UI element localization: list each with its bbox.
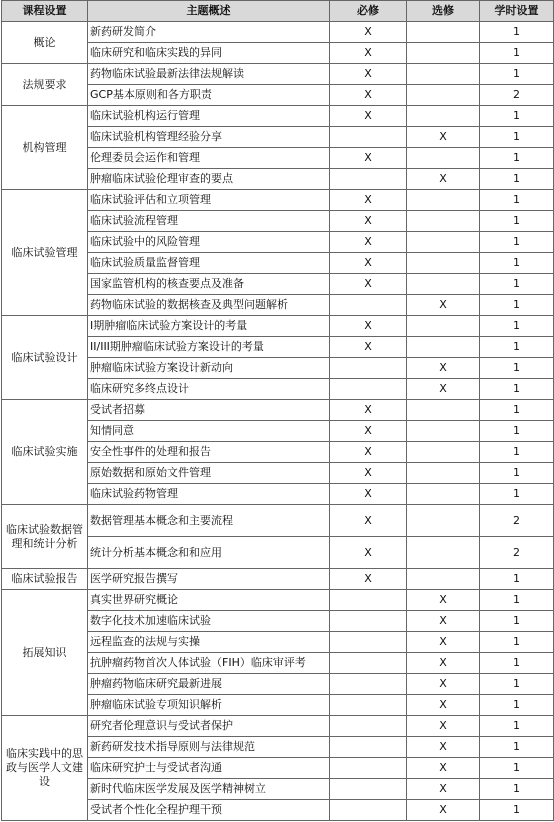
required-cell: X xyxy=(330,569,407,590)
header-hours: 学时设置 xyxy=(480,1,554,22)
hours-cell: 1 xyxy=(480,590,554,611)
elective-cell xyxy=(407,316,480,337)
category-cell: 机构管理 xyxy=(2,106,88,190)
topic-cell: 真实世界研究概论 xyxy=(88,590,330,611)
curriculum-table xyxy=(1,0,554,821)
category-cell: 临床试验实施 xyxy=(2,400,88,505)
header-topic: 主题概述 xyxy=(88,1,330,22)
elective-cell xyxy=(407,569,480,590)
required-cell: X xyxy=(330,421,407,442)
required-cell xyxy=(330,737,407,758)
required-cell xyxy=(330,358,407,379)
table-row xyxy=(2,190,554,211)
hours-cell: 1 xyxy=(480,758,554,779)
required-cell: X xyxy=(330,537,407,569)
hours-cell: 1 xyxy=(480,569,554,590)
elective-cell xyxy=(407,537,480,569)
table-row xyxy=(2,22,554,43)
elective-cell: X xyxy=(407,295,480,316)
hours-cell: 1 xyxy=(480,674,554,695)
required-cell: X xyxy=(330,232,407,253)
hours-cell: 1 xyxy=(480,64,554,85)
required-cell xyxy=(330,590,407,611)
topic-cell: 数据管理基本概念和主要流程 xyxy=(88,505,330,537)
required-cell xyxy=(330,632,407,653)
table-row xyxy=(2,106,554,127)
hours-cell: 1 xyxy=(480,148,554,169)
hours-cell: 1 xyxy=(480,800,554,821)
elective-cell xyxy=(407,274,480,295)
category-cell: 临床试验数据管理和统计分析 xyxy=(2,505,88,569)
topic-cell: 临床试验流程管理 xyxy=(88,211,330,232)
required-cell: X xyxy=(330,22,407,43)
required-cell: X xyxy=(330,148,407,169)
required-cell: X xyxy=(330,106,407,127)
hours-cell: 1 xyxy=(480,295,554,316)
hours-cell: 1 xyxy=(480,316,554,337)
required-cell xyxy=(330,779,407,800)
category-cell: 法规要求 xyxy=(2,64,88,106)
elective-cell: X xyxy=(407,695,480,716)
hours-cell: 1 xyxy=(480,337,554,358)
elective-cell xyxy=(407,64,480,85)
topic-cell: 新药研发技术指导原则与法律规范 xyxy=(88,737,330,758)
category-cell: 临床试验报告 xyxy=(2,569,88,590)
required-cell: X xyxy=(330,505,407,537)
header-row xyxy=(2,1,554,22)
elective-cell: X xyxy=(407,716,480,737)
elective-cell: X xyxy=(407,737,480,758)
required-cell xyxy=(330,716,407,737)
elective-cell xyxy=(407,190,480,211)
required-cell: X xyxy=(330,442,407,463)
elective-cell xyxy=(407,463,480,484)
table-row xyxy=(2,505,554,537)
elective-cell: X xyxy=(407,779,480,800)
elective-cell: X xyxy=(407,800,480,821)
topic-cell: 抗肿瘤药物首次人体试验（FIH）临床审评考 xyxy=(88,653,330,674)
topic-cell: 肿瘤药物临床研究最新进展 xyxy=(88,674,330,695)
topic-cell: 临床研究和临床实践的异同 xyxy=(88,43,330,64)
required-cell: X xyxy=(330,484,407,505)
elective-cell xyxy=(407,400,480,421)
elective-cell xyxy=(407,232,480,253)
elective-cell xyxy=(407,253,480,274)
table-row xyxy=(2,64,554,85)
topic-cell: 研究者伦理意识与受试者保护 xyxy=(88,716,330,737)
elective-cell: X xyxy=(407,758,480,779)
required-cell: X xyxy=(330,190,407,211)
hours-cell: 1 xyxy=(480,106,554,127)
hours-cell: 1 xyxy=(480,463,554,484)
header-elective: 选修 xyxy=(407,1,480,22)
category-cell: 临床试验设计 xyxy=(2,316,88,400)
elective-cell xyxy=(407,22,480,43)
elective-cell xyxy=(407,337,480,358)
table-row xyxy=(2,316,554,337)
required-cell xyxy=(330,674,407,695)
hours-cell: 1 xyxy=(480,653,554,674)
hours-cell: 1 xyxy=(480,43,554,64)
required-cell xyxy=(330,800,407,821)
hours-cell: 1 xyxy=(480,779,554,800)
topic-cell: 临床试验机构运行管理 xyxy=(88,106,330,127)
topic-cell: 药物临床试验的数据核查及典型问题解析 xyxy=(88,295,330,316)
required-cell xyxy=(330,169,407,190)
required-cell xyxy=(330,695,407,716)
required-cell xyxy=(330,295,407,316)
required-cell: X xyxy=(330,316,407,337)
hours-cell: 2 xyxy=(480,85,554,106)
topic-cell: 原始数据和原始文件管理 xyxy=(88,463,330,484)
elective-cell: X xyxy=(407,611,480,632)
required-cell: X xyxy=(330,463,407,484)
required-cell: X xyxy=(330,253,407,274)
elective-cell: X xyxy=(407,674,480,695)
topic-cell: 肿瘤临床试验专项知识解析 xyxy=(88,695,330,716)
elective-cell xyxy=(407,43,480,64)
topic-cell: 新时代临床医学发展及医学精神树立 xyxy=(88,779,330,800)
category-cell: 临床试验管理 xyxy=(2,190,88,316)
hours-cell: 1 xyxy=(480,232,554,253)
table-row xyxy=(2,569,554,590)
required-cell xyxy=(330,653,407,674)
hours-cell: 1 xyxy=(480,632,554,653)
topic-cell: 临床试验药物管理 xyxy=(88,484,330,505)
required-cell: X xyxy=(330,337,407,358)
hours-cell: 1 xyxy=(480,484,554,505)
topic-cell: 伦理委员会运作和管理 xyxy=(88,148,330,169)
hours-cell: 2 xyxy=(480,537,554,569)
table-body xyxy=(2,22,554,821)
required-cell xyxy=(330,127,407,148)
elective-cell: X xyxy=(407,358,480,379)
hours-cell: 1 xyxy=(480,358,554,379)
elective-cell: X xyxy=(407,590,480,611)
topic-cell: 新药研发简介 xyxy=(88,22,330,43)
table-row xyxy=(2,400,554,421)
hours-cell: 1 xyxy=(480,379,554,400)
topic-cell: 远程监查的法规与实操 xyxy=(88,632,330,653)
topic-cell: GCP基本原则和各方职责 xyxy=(88,85,330,106)
required-cell: X xyxy=(330,43,407,64)
required-cell: X xyxy=(330,85,407,106)
topic-cell: I期肿瘤临床试验方案设计的考量 xyxy=(88,316,330,337)
hours-cell: 2 xyxy=(480,505,554,537)
header-category: 课程设置 xyxy=(2,1,88,22)
elective-cell: X xyxy=(407,127,480,148)
elective-cell: X xyxy=(407,653,480,674)
table-row xyxy=(2,716,554,737)
required-cell: X xyxy=(330,400,407,421)
elective-cell xyxy=(407,442,480,463)
hours-cell: 1 xyxy=(480,611,554,632)
hours-cell: 1 xyxy=(480,22,554,43)
category-cell: 概论 xyxy=(2,22,88,64)
hours-cell: 1 xyxy=(480,127,554,148)
elective-cell: X xyxy=(407,632,480,653)
elective-cell xyxy=(407,211,480,232)
header-required: 必修 xyxy=(330,1,407,22)
required-cell: X xyxy=(330,211,407,232)
topic-cell: 知情同意 xyxy=(88,421,330,442)
elective-cell: X xyxy=(407,379,480,400)
topic-cell: 肿瘤临床试验方案设计新动向 xyxy=(88,358,330,379)
hours-cell: 1 xyxy=(480,211,554,232)
topic-cell: 国家监管机构的核查要点及准备 xyxy=(88,274,330,295)
hours-cell: 1 xyxy=(480,421,554,442)
elective-cell xyxy=(407,148,480,169)
topic-cell: II/III期肿瘤临床试验方案设计的考量 xyxy=(88,337,330,358)
category-cell: 临床实践中的思政与医学人文建设 xyxy=(2,716,88,821)
hours-cell: 1 xyxy=(480,716,554,737)
topic-cell: 临床研究护士与受试者沟通 xyxy=(88,758,330,779)
hours-cell: 1 xyxy=(480,695,554,716)
elective-cell: X xyxy=(407,169,480,190)
topic-cell: 受试者个性化全程护理干预 xyxy=(88,800,330,821)
required-cell xyxy=(330,758,407,779)
hours-cell: 1 xyxy=(480,169,554,190)
topic-cell: 临床试验质量监督管理 xyxy=(88,253,330,274)
elective-cell xyxy=(407,505,480,537)
elective-cell xyxy=(407,85,480,106)
required-cell: X xyxy=(330,274,407,295)
topic-cell: 医学研究报告撰写 xyxy=(88,569,330,590)
topic-cell: 安全性事件的处理和报告 xyxy=(88,442,330,463)
hours-cell: 1 xyxy=(480,400,554,421)
topic-cell: 临床试验机构管理经验分享 xyxy=(88,127,330,148)
topic-cell: 临床试验评估和立项管理 xyxy=(88,190,330,211)
topic-cell: 临床试验中的风险管理 xyxy=(88,232,330,253)
topic-cell: 统计分析基本概念和和应用 xyxy=(88,537,330,569)
elective-cell xyxy=(407,421,480,442)
hours-cell: 1 xyxy=(480,737,554,758)
table-row xyxy=(2,590,554,611)
topic-cell: 药物临床试验最新法律法规解读 xyxy=(88,64,330,85)
required-cell xyxy=(330,611,407,632)
required-cell xyxy=(330,379,407,400)
elective-cell xyxy=(407,106,480,127)
required-cell: X xyxy=(330,64,407,85)
hours-cell: 1 xyxy=(480,253,554,274)
topic-cell: 受试者招募 xyxy=(88,400,330,421)
hours-cell: 1 xyxy=(480,274,554,295)
category-cell: 拓展知识 xyxy=(2,590,88,716)
topic-cell: 数字化技术加速临床试验 xyxy=(88,611,330,632)
topic-cell: 临床研究多终点设计 xyxy=(88,379,330,400)
topic-cell: 肿瘤临床试验伦理审查的要点 xyxy=(88,169,330,190)
hours-cell: 1 xyxy=(480,442,554,463)
elective-cell xyxy=(407,484,480,505)
hours-cell: 1 xyxy=(480,190,554,211)
